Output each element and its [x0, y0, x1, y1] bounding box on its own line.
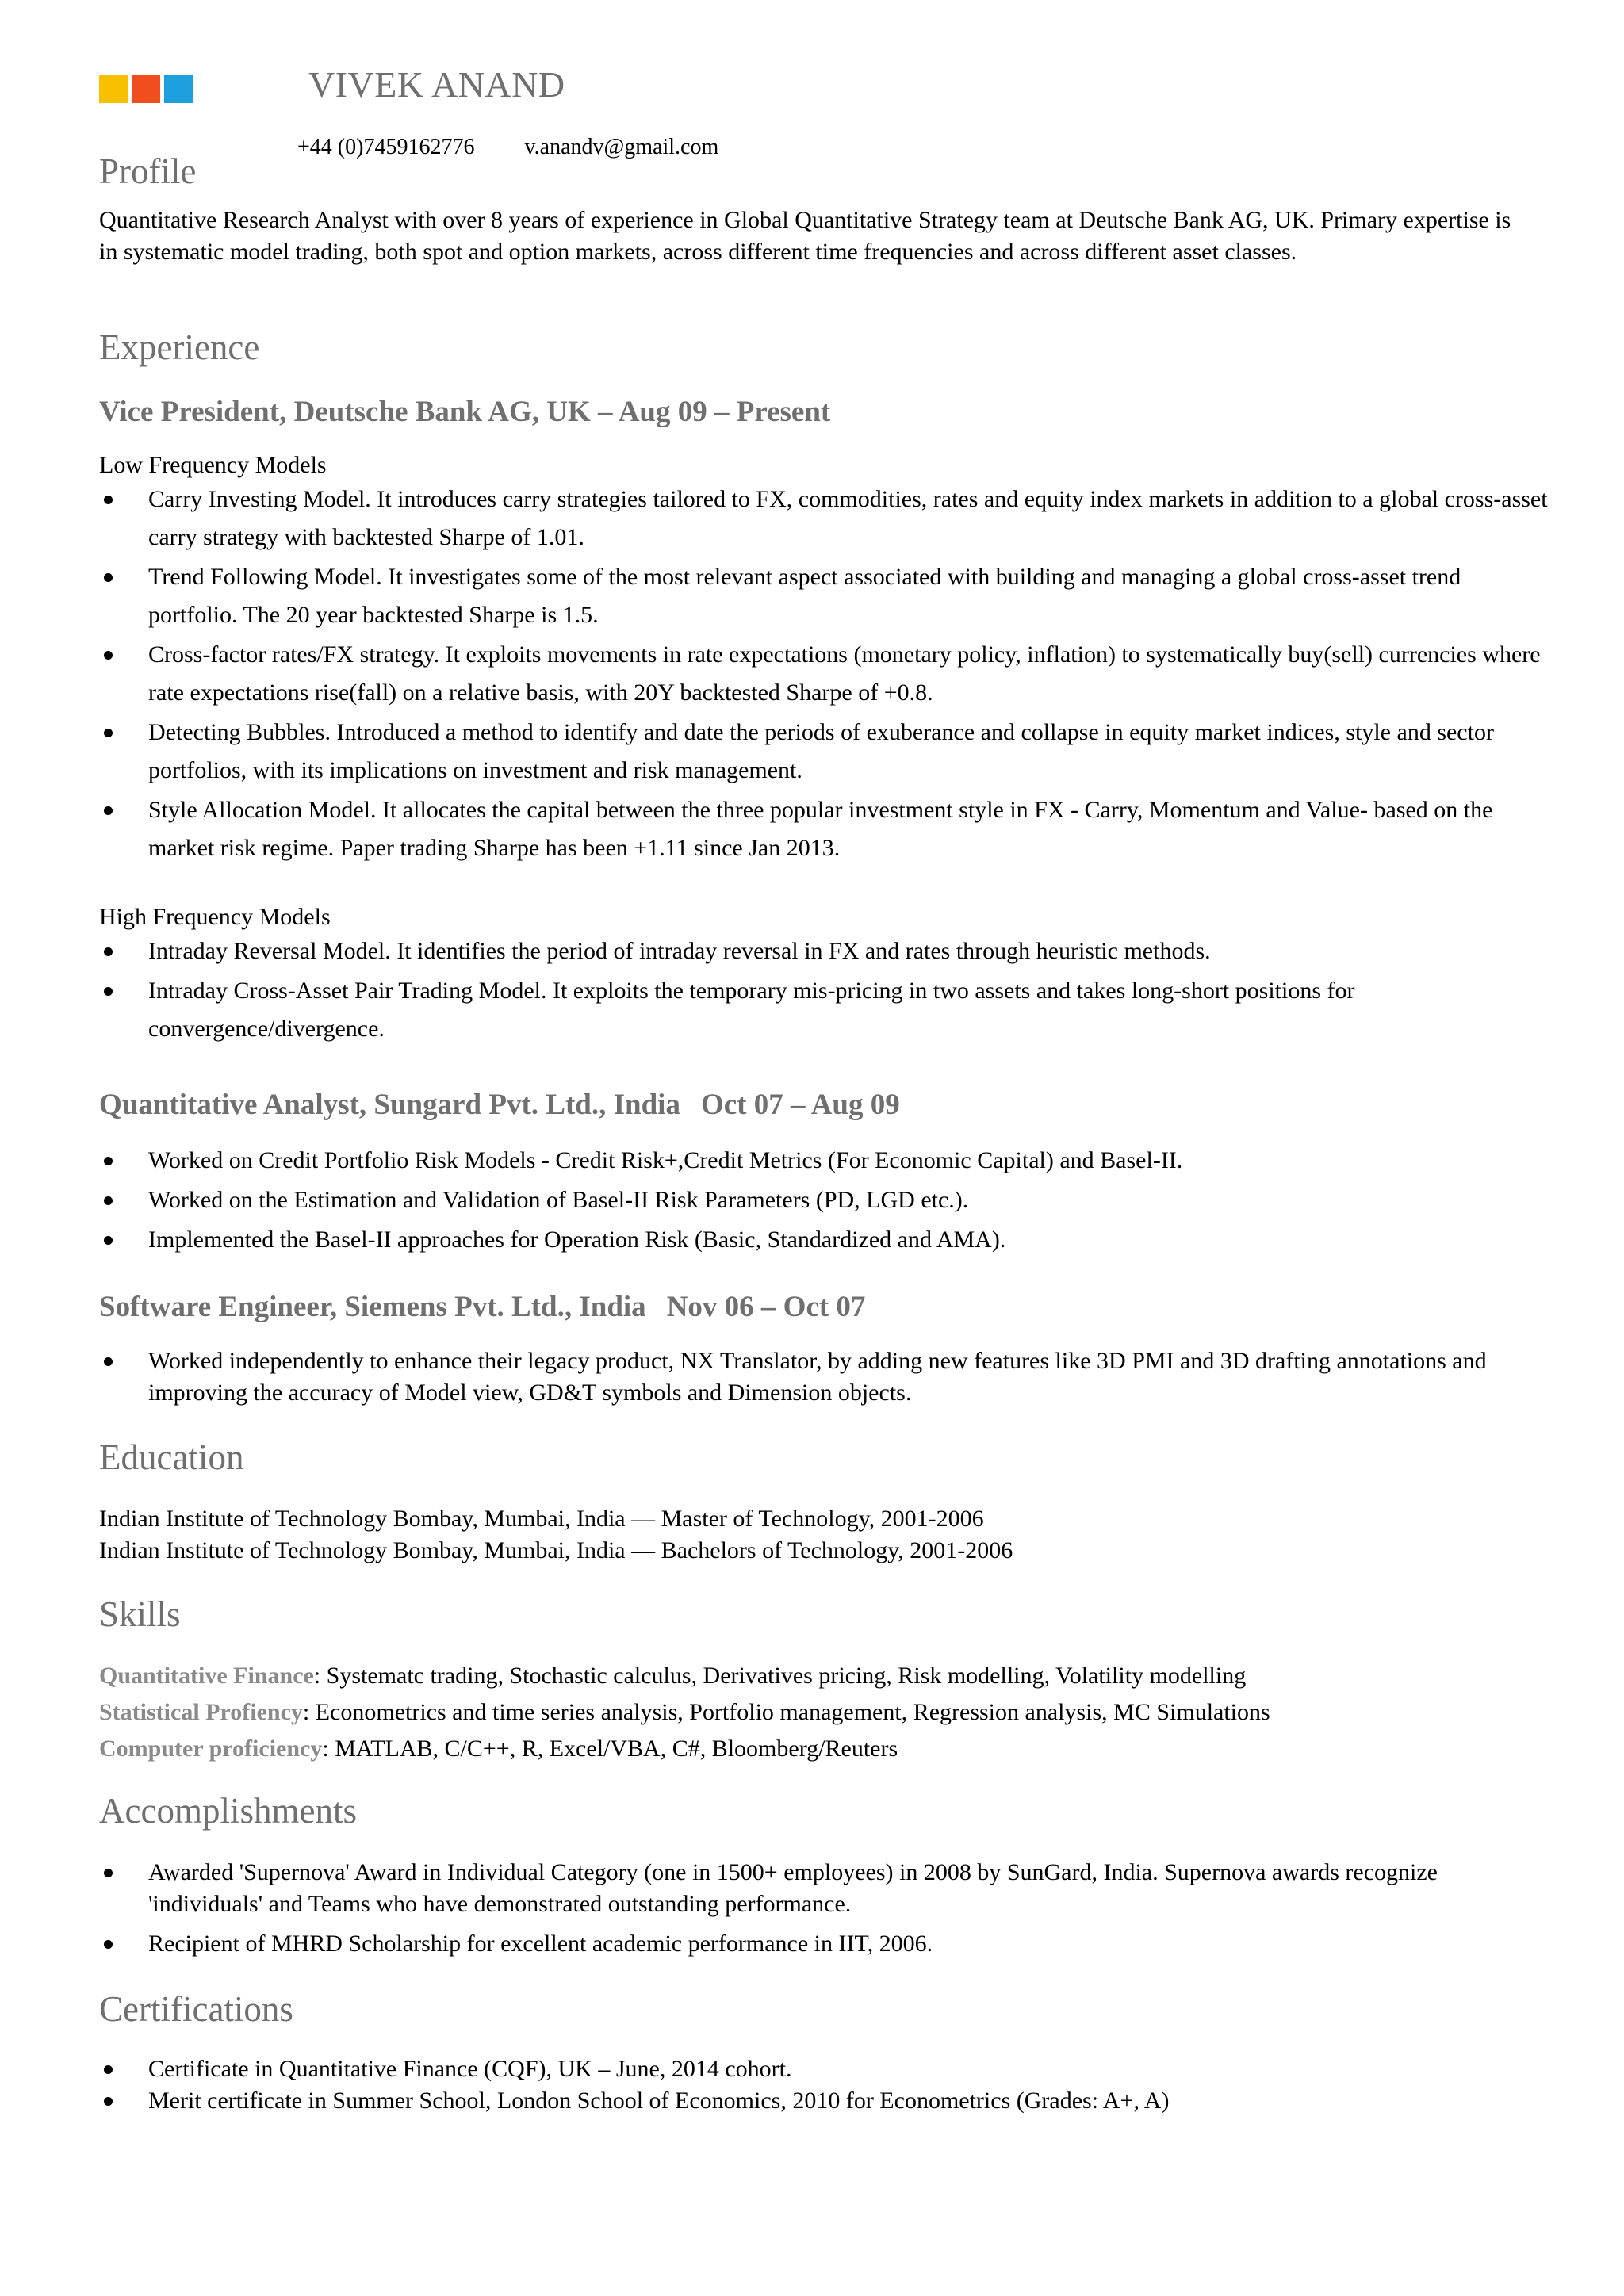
- section-title-experience: Experience: [99, 327, 260, 367]
- job-role: Quantitative Analyst, Sungard Pvt. Ltd., India: [99, 1089, 680, 1121]
- logo-square-red: [132, 75, 160, 103]
- job-role: Software Engineer, Siemens Pvt. Ltd., India: [99, 1291, 646, 1323]
- contact-info: [297, 135, 718, 160]
- list-item: Cross-factor rates/FX strategy. It exploits movements in rate expectations (monetary policy, inflation) to systematically buy(sell) currencies where rate expectations rise(fall) on a relative basis, with 20Y backtested Sharpe of +0.8.: [99, 636, 1550, 712]
- job-title-siemens: [99, 1290, 865, 1324]
- education-item: Indian Institute of Technology Bombay, Mumbai, India — Bachelors of Technology, 2001-2006: [99, 1537, 1013, 1563]
- job-dates: Nov 06 – Oct 07: [666, 1291, 866, 1323]
- list-item: Detecting Bubbles. Introduced a method to identify and date the periods of exuberance and collapse in equity market indices, style and sector portfolios, with its implications on investment and risk management.: [99, 714, 1550, 790]
- skill-category: Computer proficiency: [99, 1735, 323, 1762]
- low-frequency-list: [99, 480, 1550, 869]
- list-item: Implemented the Basel-II approaches for Operation Risk (Basic, Standardized and AMA).: [99, 1221, 1550, 1259]
- skill-row: [99, 1660, 1246, 1692]
- section-title-certifications: Certifications: [99, 1989, 293, 2029]
- job-title-deutsche-bank: Vice President, Deutsche Bank AG, UK – Aug 09 – Present: [99, 396, 831, 428]
- skill-value: : Systematc trading, Stochastic calculus, Derivatives pricing, Risk modelling, Volatility modelling: [313, 1663, 1247, 1689]
- list-item: Merit certificate in Summer School, London School of Economics, 2010 for Econometrics (Grades: A+, A): [99, 2085, 1550, 2117]
- certifications-list: [99, 2053, 1550, 2117]
- high-frequency-list: [99, 932, 1550, 1050]
- skill-value: : MATLAB, C/C++, R, Excel/VBA, C#, Bloomberg/Reuters: [322, 1735, 898, 1762]
- high-frequency-label: High Frequency Models: [99, 904, 331, 930]
- list-item: Intraday Cross-Asset Pair Trading Model. It exploits the temporary mis-pricing in two assets and takes long-short positions for convergence/divergence.: [99, 972, 1550, 1048]
- skill-category: Statistical Profiency: [99, 1699, 303, 1725]
- profile-text: Quantitative Research Analyst with over 8 years of experience in Global Quantitative Strategy team at Deutsche Bank AG, UK. Primary expertise is in systematic model trading, both spot and option markets, across different time frequencies and across different asset classes.: [99, 207, 1511, 265]
- skill-row: [99, 1733, 898, 1765]
- logo-square-blue: [164, 75, 193, 103]
- skill-row: [99, 1697, 1270, 1728]
- skill-category: Quantitative Finance: [99, 1663, 314, 1689]
- list-item: Worked independently to enhance their legacy product, NX Translator, by adding new features like 3D PMI and 3D drafting annotations and improving the accuracy of Model view, GD&T symbols and Dimension objects.: [99, 1345, 1550, 1409]
- job-dates: Oct 07 – Aug 09: [700, 1089, 900, 1121]
- list-item: Carry Investing Model. It introduces carry strategies tailored to FX, commodities, rates and equity index markets in addition to a global cross-asset carry strategy with backtested Sharpe of 1.01.: [99, 480, 1550, 557]
- phone-number: +44 (0)7459162776: [297, 135, 475, 159]
- siemens-duties-list: [99, 1345, 1550, 1409]
- section-title-accomplishments: Accomplishments: [99, 1791, 357, 1831]
- job-title-sungard: [99, 1088, 900, 1122]
- list-item: Intraday Reversal Model. It identifies the period of intraday reversal in FX and rates through heuristic methods.: [99, 932, 1550, 970]
- accomplishments-list: [99, 1857, 1550, 1968]
- section-title-education: Education: [99, 1437, 244, 1477]
- email-address: v.anandv@gmail.com: [524, 135, 719, 159]
- list-item: Style Allocation Model. It allocates the capital between the three popular investment style in FX - Carry, Momentum and Value- based on the market risk regime. Paper trading Sharpe has been +1.11 since Jan 2013.: [99, 791, 1550, 867]
- logo: [99, 75, 193, 103]
- list-item: Recipient of MHRD Scholarship for excellent academic performance in IIT, 2006.: [99, 1928, 1550, 1960]
- logo-square-yellow: [99, 75, 128, 103]
- low-frequency-label: Low Frequency Models: [99, 452, 327, 478]
- education-item: Indian Institute of Technology Bombay, Mumbai, India — Master of Technology, 2001-2006: [99, 1506, 984, 1532]
- candidate-name: VIVEK ANAND: [308, 64, 565, 105]
- list-item: Awarded 'Supernova' Award in Individual Category (one in 1500+ employees) in 2008 by SunGard, India. Supernova awards recognize 'individuals' and Teams who have demonstrated outstanding performance.: [99, 1857, 1550, 1920]
- list-item: Worked on the Estimation and Validation of Basel-II Risk Parameters (PD, LGD etc.).: [99, 1181, 1550, 1219]
- section-title-skills: Skills: [99, 1594, 181, 1634]
- section-title-profile: Profile: [99, 151, 197, 191]
- list-item: Worked on Credit Portfolio Risk Models - Credit Risk+,Credit Metrics (For Economic Capital) and Basel-II.: [99, 1142, 1550, 1180]
- skill-value: : Econometrics and time series analysis, Portfolio management, Regression analysis, MC Simulations: [302, 1699, 1270, 1725]
- list-item: Certificate in Quantitative Finance (CQF), UK – June, 2014 cohort.: [99, 2053, 1550, 2085]
- sungard-duties-list: [99, 1142, 1550, 1261]
- list-item: Trend Following Model. It investigates some of the most relevant aspect associated with building and managing a global cross-asset trend portfolio. The 20 year backtested Sharpe is 1.5.: [99, 558, 1550, 634]
